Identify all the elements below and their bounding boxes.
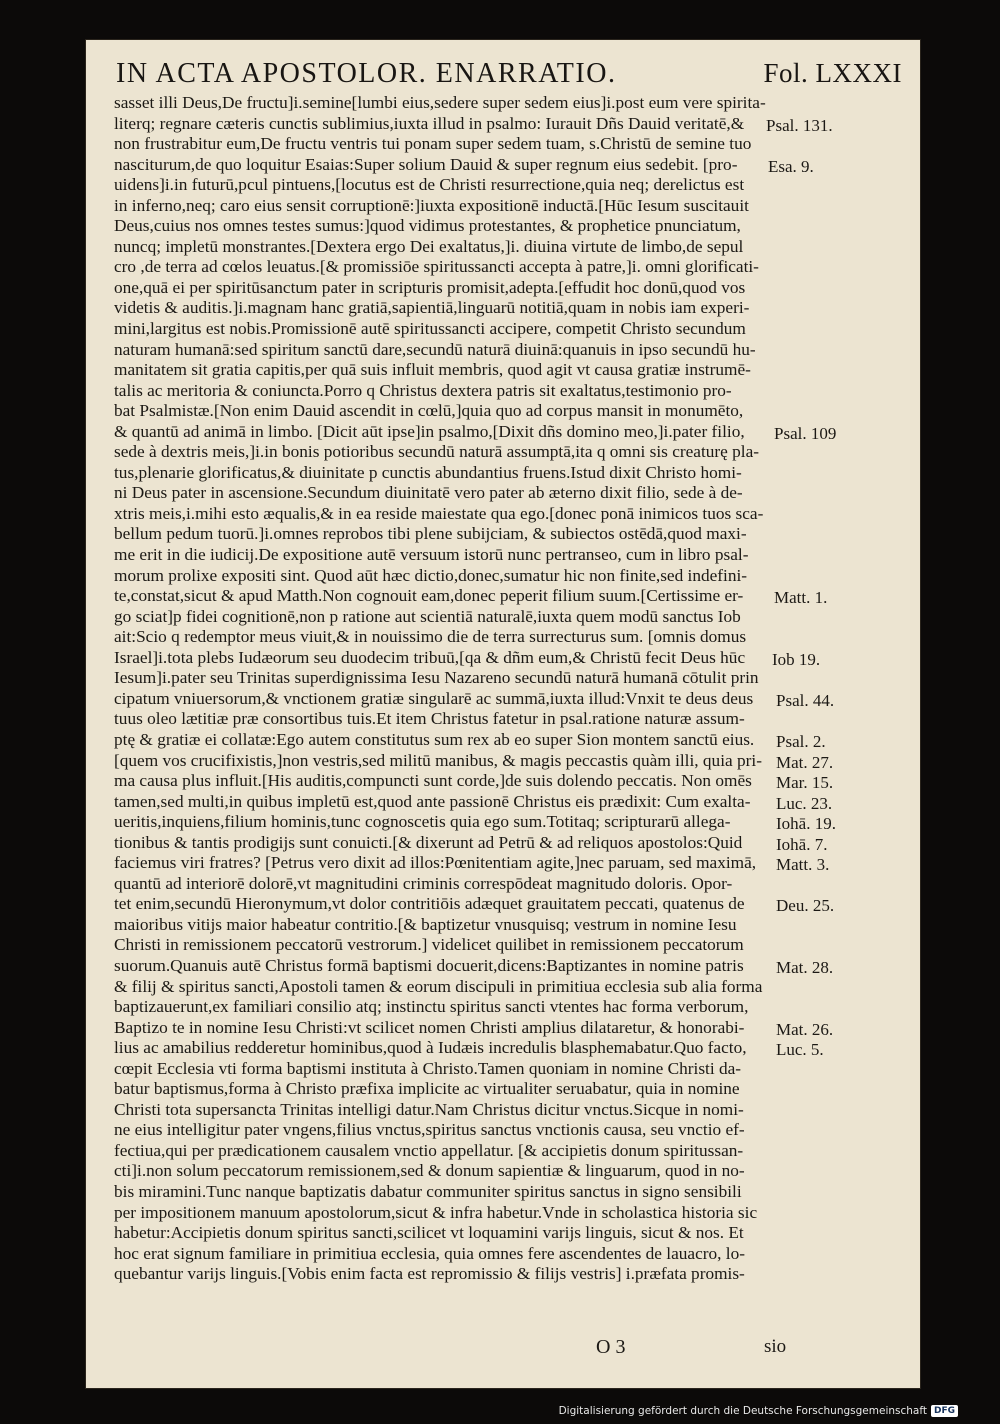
- dfg-logo: DFG: [931, 1405, 958, 1417]
- text-line: tamen,sed multi,in quibus impletū est,quod ante passionē Christus eis prædixit: Cum exalta-: [114, 791, 751, 811]
- text-line: go sciat]p fidei cognitionē,non p ratione aut scientiā naturalē,iuxta quem modū sanctus Iob: [114, 606, 741, 626]
- margin-reference: Iohā. 7.: [776, 834, 828, 854]
- margin-reference: Mat. 27.: [776, 752, 834, 772]
- margin-reference: Psal. 44.: [776, 690, 835, 710]
- margin-reference: Matt. 1.: [774, 588, 828, 608]
- margin-reference: Matt. 3.: [776, 855, 830, 875]
- text-line: videtis & auditis.]i.magnam hanc gratiā,sapientiā,linguarū notitiā,quam in nobis iam experi-: [114, 298, 750, 318]
- text-line: cti]i.non solum peccatorum remissionem,sed & donum sapientiæ & linguarum, quod in no-: [114, 1161, 745, 1181]
- body-text: [114, 93, 842, 1285]
- page-header: [116, 58, 902, 94]
- text-line: & filij & spiritus sancti,Apostoli tamen & eorum discipuli in primitiua ecclesia sub alia forma: [114, 976, 763, 996]
- text-line: lius ac amabilius redderetur hominibus,quod à Iudæis incredulis blasphemabatur.Quo facto,: [114, 1038, 747, 1058]
- text-line: tus,plenarie glorificatus,& diuinitate p cunctis abundantius fruens.Istud dixit Christo homi-: [114, 462, 742, 482]
- margin-reference: Mat. 28.: [776, 958, 834, 978]
- catchword: sio: [764, 1336, 787, 1357]
- text-line: Christi tota supersancta Trinitas intelligi datur.Nam Christus dicitur vnctus.Sicque in nomi-: [114, 1099, 744, 1119]
- text-line: nasciturum,de quo loquitur Esaias:Super solium Dauid & super regnum eius sedebit. [pro-: [114, 154, 738, 174]
- text-line: ne eius intelligitur pater vngens,filius vnctus,spiritus sanctus vnctionis causa, seu vnctio ef-: [114, 1120, 745, 1140]
- page-footer: [86, 1336, 920, 1366]
- margin-reference: Psal. 131.: [766, 115, 833, 135]
- text-line: cro ,de terra ad cœlos leuatus.[& promissiōe spiritussancti accepta à patre,]i. omni glorificati-: [114, 257, 759, 277]
- text-line: ni Deus pater in ascensione.Secundum diuinitatē vero pater ab æterno dixit filio, sede à de-: [114, 483, 743, 503]
- margin-reference: Mar. 15.: [776, 773, 834, 793]
- text-line: sede à dextris meis,]i.in bonis potioribus secundū naturā assumptā,ita q omni sis creaturę pla-: [114, 442, 760, 462]
- text-line: cipatum vniuersorum,& vnctionem gratiæ singularē ac summā,iuxta illud:Vnxit te deus deus: [114, 688, 754, 708]
- text-line: naturam humanā:sed spiritum sanctū dare,secundū naturā diuinā:quanuis in ipso secundū hu-: [114, 339, 756, 359]
- text-line: & quantū ad animā in limbo. [Dicit aūt ipse]in psalmo,[Dixit dñs domino meo,]i.pater filio,: [114, 421, 745, 441]
- text-line: tionibus & tantis prodigijs sunt conuicti.[& dixerunt ad Petrū & ad reliquos apostolos:Quid: [114, 832, 743, 852]
- running-title: IN ACTA APOSTOLOR. ENARRATIO.: [116, 58, 617, 89]
- text-line: talis ac meritoria & coniuncta.Porro q Christus dextera patris sit exaltatus,testimonio pro-: [114, 380, 732, 400]
- text-line: mini,largitus est nobis.Promissionē autē spiritussancti accipere, competit Christo secundum: [114, 319, 746, 339]
- margin-reference: Psal. 2.: [776, 732, 826, 752]
- text-line: bis miramini.Tunc nanque baptizatis dabatur communiter spiritus sanctus in signo sensibili: [114, 1181, 742, 1201]
- text-line: bellum pedum tuorū.]i.omnes reprobos tibi plene subijciam, & subiectos ostēdā,quod maxi-: [114, 524, 747, 544]
- text-line: Israel]i.tota plebs Iudæorum seu duodecim tribuū,[qa & dñm eum,& Christū fecit Deus hūc: [114, 647, 746, 667]
- text-line: ueritis,inquiens,filium hominis,tunc cognoscetis quia ego sum.Totitaq; scripturarū allega-: [114, 812, 731, 832]
- book-page: [86, 40, 920, 1388]
- text-line: in inferno,neq; caro eius sensit corruptionē:]iuxta expositionē inductā.[Hūc Iesum suscitauit: [114, 195, 749, 215]
- text-line: te,constat,sicut & apud Matth.Non cognouit eam,donec peperit filium suum.[Certissime er-: [114, 586, 744, 606]
- text-line: per impositionem manuum apostolorum,sicut & infra habetur.Vnde in scholastica historia sic: [114, 1202, 758, 1222]
- text-line: fectiua,qui per prædicationem causalem vnctio appellatur. [& accipietis donum spiritussan-: [114, 1140, 744, 1160]
- text-line: Christi in remissionem peccatorū vestrorum.] videlicet quilibet in remissionem peccatorum: [114, 935, 744, 955]
- margin-reference: Mat. 26.: [776, 1019, 834, 1039]
- text-line: tuus oleo lætitiæ præ consortibus tuis.Et item Christus fatetur in psal.ratione naturæ assum-: [114, 709, 745, 729]
- digitization-credit: [559, 1402, 958, 1420]
- margin-reference: Iob 19.: [772, 649, 821, 669]
- text-line: hoc erat signum familiare in primitiua ecclesia, quia omnes fere ascendentes de lauacro, lo-: [114, 1243, 745, 1263]
- text-line: ait:Scio q redemptor meus viuit,& in nouissimo die de terra surrecturus sum. [omnis domus: [114, 627, 747, 647]
- text-line: nuncq; impletū monstrantes.[Dextera ergo Dei exaltatus,]i. diuina virtute de limbo,de sepul: [114, 236, 744, 256]
- credit-text: Digitalisierung gefördert durch die Deutsche Forschungsgemeinschaft: [558, 1405, 927, 1417]
- margin-reference: Luc. 23.: [776, 793, 833, 813]
- signature-mark: O 3: [596, 1336, 626, 1358]
- text-line: quebantur varijs linguis.[Vobis enim facta est repromissio & filijs vestris] i.præfata promis-: [114, 1264, 745, 1284]
- text-line: literq; regnare cæteris cunctis sublimius,iuxta illud in psalmo: Iurauit Dñs Dauid veritatē,&: [114, 113, 745, 133]
- text-line: sasset illi Deus,De fructu]i.semine[lumbi eius,sedere super sedem eius]i.post eum vere spirita-: [114, 93, 766, 112]
- text-line: non frustrabitur eum,De fructu ventris tui ponam super sedem tuam, s.Christū de semine tuo: [114, 134, 752, 154]
- text-line: maioribus vitijs maior habeatur contritio.[& baptizetur vnusquisq; vestrum in nomine Iesu: [114, 914, 737, 934]
- margin-reference: Deu. 25.: [776, 896, 835, 916]
- text-line: tet enim,secundū Hieronymum,vt dolor contritiōis adæquet grauitatem peccati, quatenus de: [114, 894, 745, 914]
- margin-reference: Iohā. 19.: [776, 814, 836, 834]
- text-line: quantū ad interiorē dolorē,vt magnitudini criminis correspōdeat magnitudo doloris. Opor-: [114, 873, 733, 893]
- text-line: suorum.Quanuis autē Christus formā baptismi docuerit,dicens:Baptizantes in nomine patris: [114, 955, 744, 975]
- margin-reference: Luc. 5.: [776, 1040, 824, 1060]
- text-line: faciemus viri fratres? [Petrus vero dixit ad illos:Pœnitentiam agite,]nec paruam, sed maximā,: [114, 853, 757, 873]
- text-line: batur baptismus,forma à Christo præfixa implicite ac virtualiter seruabatur, quia in nomine: [114, 1079, 740, 1099]
- text-line: morum prolixe expositi sint. Quod aūt hæc dictio,donec,sumatur hic non finite,sed indefini-: [114, 565, 748, 585]
- text-line: [quem vos crucifixistis,]non vestris,sed militū manibus, & magis peccastis quàm illi, quia pri-: [114, 750, 762, 770]
- text-line: uidens]i.in futurū,pcul pintuens,[locutus est de Christi resurrectione,quia neq; derelictus est: [114, 175, 745, 195]
- text-line: one,quā ei per spiritūsanctum pater in scripturis promisit,adepta.[effudit hoc donū,quod vos: [114, 277, 746, 297]
- text-line: xtris meis,i.mihi esto æqualis,& in ea reside maiestate qua ego.[donec ponā inimicos tuos sca-: [114, 503, 764, 523]
- text-line: ptę & gratiæ ei collatæ:Ego autem constitutus sum rex ab eo super Sion montem sanctū eius.: [114, 729, 755, 749]
- margin-reference: Esa. 9.: [768, 156, 814, 176]
- text-line: baptizauerunt,ex familiari consilio atq; instinctu spiritus sancti vtentes hac forma verborum,: [114, 997, 749, 1017]
- text-line: bat Psalmistæ.[Non enim Dauid ascendit in cœlū,]quia quo ad corpus mansit in monumēto,: [114, 401, 744, 421]
- text-line: cœpit Ecclesia vti forma baptismi instituta à Christo.Tamen quoniam in nomine Christi da-: [114, 1058, 742, 1078]
- margin-reference: Psal. 109: [774, 423, 837, 443]
- text-line: Iesum]i.pater seu Trinitas superdignissima Iesu Nazareno secundū naturā humanā cōtulit prin: [114, 668, 759, 688]
- text-line: ma causa plus influit.[His auditis,compuncti sunt corde,]de suis dolendo peccatis. Non omēs: [114, 771, 752, 791]
- folio-number: Fol. LXXXI: [763, 58, 902, 88]
- text-line: Baptizo te in nomine Iesu Christi:vt scilicet nomen Christi amplius dilataretur, & honorabi-: [114, 1017, 745, 1037]
- text-line: Deus,cuius nos omnes testes sumus:]quod vidimus protestantes, & prophetice pnunciatum,: [114, 216, 741, 236]
- text-line: habetur:Accipietis donum spiritus sancti,scilicet vt loquamini varijs linguis, sicut & nos. Et: [114, 1223, 744, 1243]
- text-line: me erit in die iudicij.De expositione autē versuum istorū nunc pertranseo, cum in libro psal-: [114, 545, 749, 565]
- text-line: manitatem sit gratia capitis,per quā suis influit membris, quod agit vt causa gratiæ instrumē-: [114, 360, 751, 380]
